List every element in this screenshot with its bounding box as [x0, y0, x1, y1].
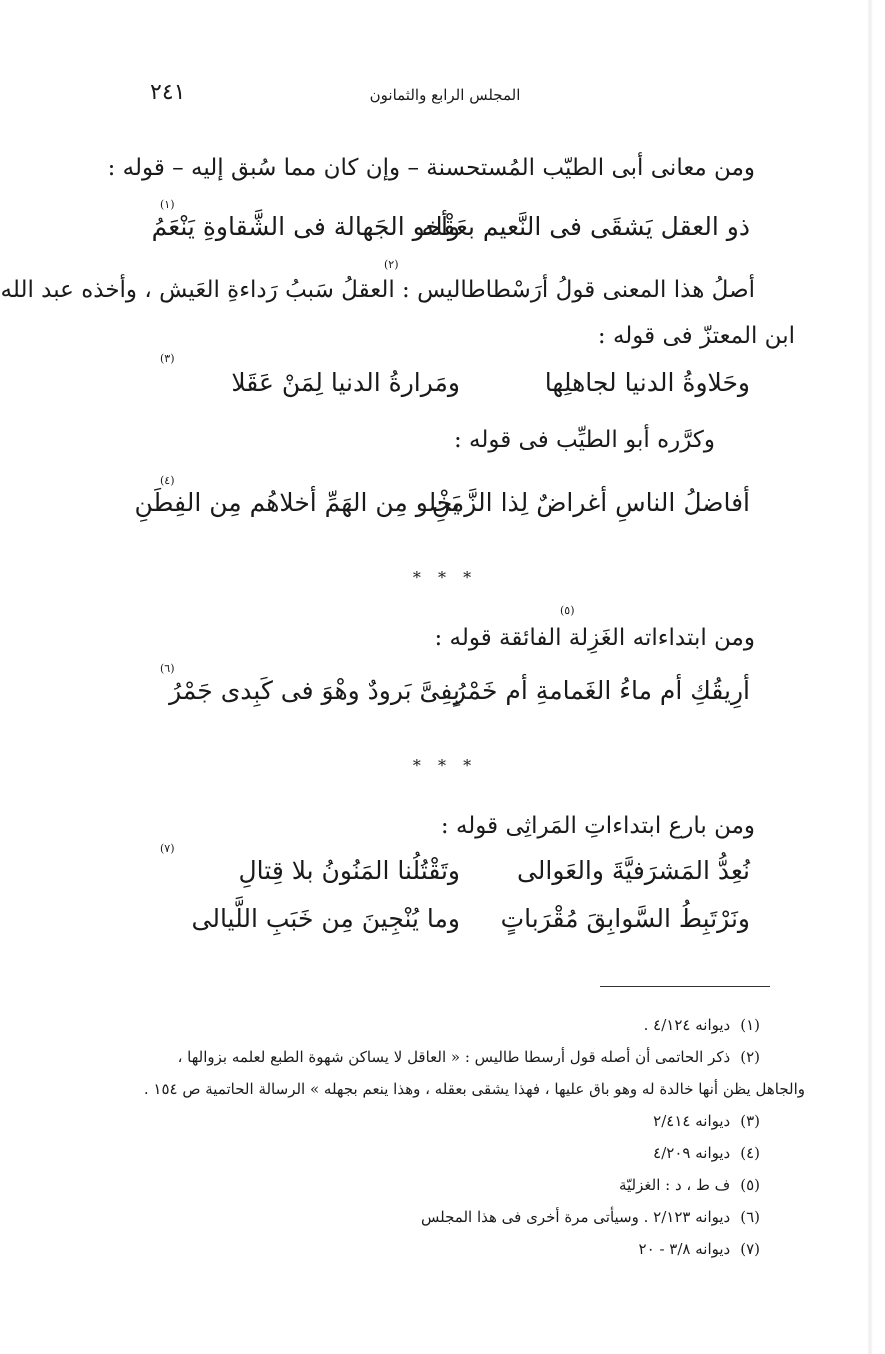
footnote-number: (١)	[740, 1016, 760, 1034]
footnote-mark-5: (٥)	[560, 604, 575, 617]
section-separator-1: * * *	[412, 568, 478, 587]
intro-paragraph: ومن معانى أبى الطيّب المُستحسنة – وإن كان مما سُبق إليه – قوله :	[107, 155, 755, 181]
footnote-number: (٤)	[740, 1144, 760, 1162]
verse2-second-hemistich: ومَرارةُ الدنيا لِمَنْ عَقَلا	[231, 368, 460, 397]
footnote-text: ديوانه ٢/٤١٤	[653, 1112, 731, 1130]
footnote-1	[644, 1016, 760, 1034]
footnote-divider	[600, 986, 770, 987]
paragraph-aristotle: أصلُ هذا المعنى قولُ أرَسْطاطاليس : العقلُ سَببُ رَداءةِ العَيش ، وأخذه عبد الله	[0, 277, 755, 303]
footnote-text: والجاهل يظن أنها خالدة له وهو باق عليها ، فهذا يشقى بعقله ، وهذا ينعم بجهله » الرسالة الحاتمية ص ١٥٤ .	[143, 1080, 805, 1098]
footnote-number: (٥)	[740, 1176, 760, 1194]
verse5b-second-hemistich: وما يُنْجِينَ مِن خَبَبِ اللَّيالى	[191, 904, 460, 933]
section-separator-2: * * *	[412, 756, 478, 775]
footnote-number: (٣)	[740, 1112, 760, 1130]
footnote-number: (٧)	[740, 1240, 760, 1258]
footnote-mark-1: (١)	[160, 198, 175, 211]
footnote-number: (٢)	[740, 1048, 760, 1066]
page-spine-shadow	[867, 0, 873, 1354]
verse3-second-hemistich: يَخْلو مِن الهَمِّ أخلاهُم مِن الفِطَنِ	[134, 488, 460, 517]
footnote-4	[653, 1144, 760, 1162]
verse5b-first-hemistich: ونَرْتَبِطُ السَّوابِقَ مُقْرَباتٍ	[500, 904, 750, 933]
footnote-7	[639, 1240, 760, 1258]
verse3-first-hemistich: أفاضلُ الناسِ أغراضٌ لِذا الزَّمنِ	[431, 488, 750, 517]
footnote-5	[619, 1176, 760, 1194]
verse5a-second-hemistich: وتَقْتُلُنا المَنُونُ بلا قِتالِ	[238, 856, 460, 885]
verse1-first-hemistich: ذو العقل يَشقَى فى النَّعيم بعَقْله	[421, 212, 750, 241]
footnote-mark-2: (٢)	[384, 258, 399, 271]
footnote-6	[421, 1208, 760, 1226]
footnote-mark-4: (٤)	[160, 474, 175, 487]
footnote-2	[178, 1048, 760, 1066]
verse4-first-hemistich: أرِيقُكِ أم ماءُ الغَمامةِ أم خَمْرُ	[453, 676, 750, 705]
footnote-text: ديوانه ٣/٨ - ٢٠	[638, 1240, 731, 1258]
footnote-mark-6: (٦)	[160, 662, 175, 675]
paragraph-repeated: وكرَّره أبو الطيِّب فى قوله :	[453, 427, 715, 453]
verse1-second-hemistich: وأخو الجَهالة فى الشَّقاوةِ يَنْعَمُ	[151, 212, 460, 241]
footnote-text: ف ط ، د : الغزليّة	[618, 1176, 731, 1194]
page-number: ٢٤١	[150, 80, 186, 105]
verse4-second-hemistich: بِفِىَّ بَرودٌ وهْوَ فى كَبِدى جَمْرُ	[169, 676, 460, 705]
footnote-text: ديوانه ٤/١٢٤ .	[643, 1016, 731, 1034]
footnote-mark-3: (٣)	[160, 352, 175, 365]
footnote-2-cont	[144, 1080, 805, 1098]
footnote-text: ديوانه ٤/٢٠٩	[653, 1144, 731, 1162]
paragraph-aristotle-cont: ابن المعتزّ فى قوله :	[597, 323, 795, 349]
verse2-first-hemistich: وحَلاوةُ الدنيا لجاهلِها	[544, 368, 750, 397]
footnote-text: ديوانه ٢/١٢٣ . وسيأتى مرة أخرى فى هذا المجلس	[421, 1208, 731, 1226]
paragraph-elegy-openings: ومن بارع ابتداءاتِ المَراثِى قوله :	[440, 813, 755, 839]
running-header: المجلس الرابع والثمانون	[369, 86, 521, 104]
footnote-3	[653, 1112, 760, 1130]
footnote-number: (٦)	[740, 1208, 760, 1226]
footnote-mark-7: (٧)	[160, 842, 175, 855]
footnote-text: ذكر الحاتمى أن أصله قول أرسطا طاليس : « العاقل لا يساكن شهوة الطبع لعلمه بزوالها ،	[177, 1048, 731, 1066]
verse5a-first-hemistich: نُعِدُّ المَشرَفيَّةَ والعَوالى	[516, 856, 750, 885]
paragraph-ghazal-openings: ومن ابتداءاته الغَزِلة الفائقة قوله :	[434, 625, 755, 651]
